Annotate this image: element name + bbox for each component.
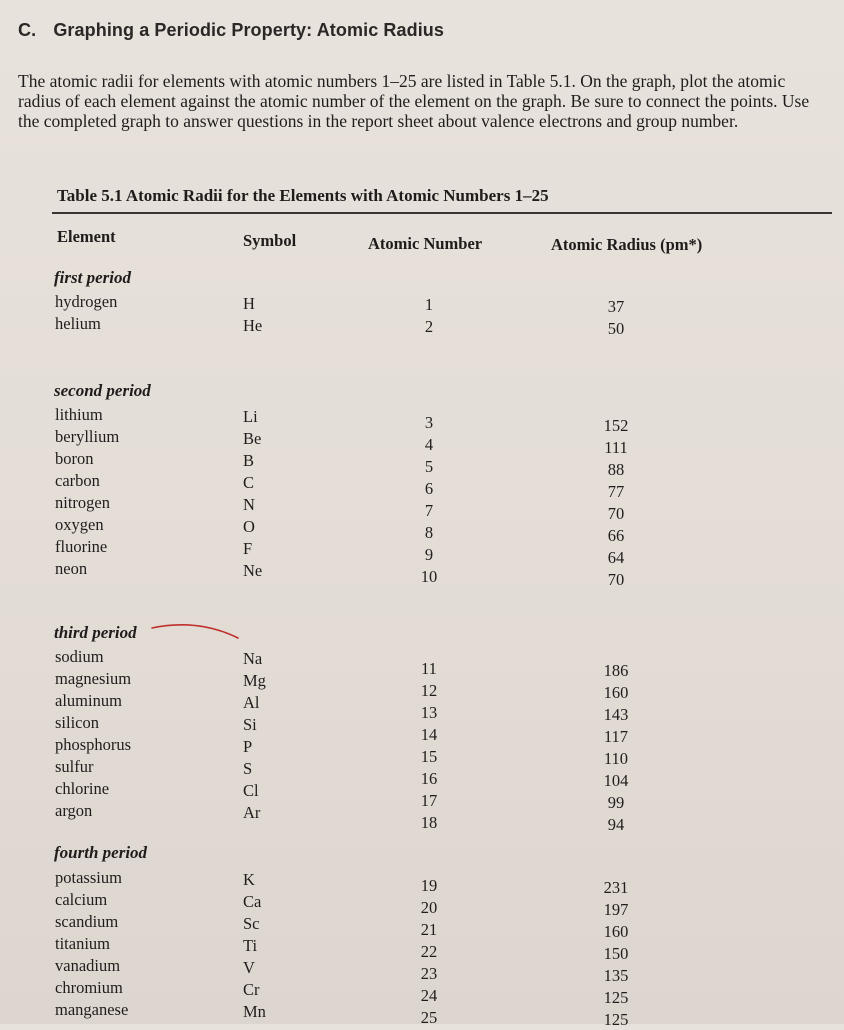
atomic-number: 5 [424,457,434,476]
element-name: magnesium [55,669,132,688]
atomic-number: 2 [424,317,434,336]
element-symbol: Na [243,649,263,668]
section-heading [18,20,444,41]
column-header-element: Element [57,227,116,246]
element-name: aluminum [55,691,122,710]
element-symbol: Si [243,715,257,734]
atomic-number: 13 [420,703,438,722]
intro-paragraph: The atomic radii for elements with atomic numbers 1–25 are listed in Table 5.1. On the graph, plot the atomic radius of each element against the atomic number of the element on the graph. Be sure to connect the points. Use the completed graph to answer questions in the report sheet about valence electrons and group number. [18,71,810,131]
element-symbol: F [243,539,253,558]
atomic-radius: 70 [607,570,625,589]
atomic-number: 11 [421,659,437,678]
atomic-radius: 186 [603,661,629,680]
element-symbol: S [243,759,253,778]
element-symbol: Cr [243,980,260,999]
atomic-number: 1 [424,295,434,314]
element-symbol: Be [243,429,262,448]
element-name: fluorine [55,537,108,556]
atomic-number: 3 [424,413,434,432]
atomic-number: 16 [420,769,438,788]
period-label: third period [54,623,137,642]
atomic-radius: 99 [607,793,625,812]
atomic-number: 12 [420,681,438,700]
atomic-radius: 104 [603,771,629,790]
element-symbol: H [243,294,255,313]
atomic-number: 19 [420,876,438,895]
element-name: scandium [55,912,119,931]
atomic-number: 15 [420,747,438,766]
atomic-number: 4 [424,435,434,454]
atomic-number: 6 [424,479,434,498]
element-name: chlorine [55,779,110,798]
element-name: manganese [55,1000,129,1019]
atomic-number: 7 [424,501,434,520]
atomic-radius: 94 [607,815,625,834]
element-name: silicon [55,713,99,732]
atomic-radius: 64 [607,548,625,567]
atomic-radius: 150 [603,944,629,963]
atomic-radius: 70 [607,504,625,523]
element-name: potassium [55,868,122,887]
element-symbol: Ca [243,892,262,911]
atomic-radius: 37 [607,297,625,316]
section-letter: C. [18,20,37,40]
element-name: hydrogen [55,292,118,311]
element-symbol: V [243,958,255,977]
element-symbol: Ti [243,936,258,955]
atomic-radius: 117 [603,727,629,746]
element-symbol: Ne [243,561,263,580]
atomic-radius: 50 [607,319,625,338]
element-name: lithium [55,405,103,424]
atomic-number: 20 [420,898,438,917]
element-symbol: C [243,473,255,492]
atomic-radius: 125 [603,988,629,1007]
element-name: beryllium [55,427,120,446]
element-name: phosphorus [55,735,132,754]
element-name: sulfur [55,757,94,776]
element-name: carbon [55,471,100,490]
element-symbol: K [243,870,255,889]
atomic-number: 9 [424,545,434,564]
atomic-radius: 125 [603,1010,629,1029]
element-symbol: Cl [243,781,259,800]
element-name: argon [55,801,93,820]
element-symbol: Mg [243,671,266,690]
atomic-radius: 160 [603,922,629,941]
atomic-number: 14 [420,725,438,744]
period-label: fourth period [54,843,148,862]
table-top-rule [52,212,832,214]
element-name: helium [55,314,101,333]
atomic-number: 23 [420,964,438,983]
atomic-radius: 135 [603,966,629,985]
table-title: Table 5.1 Atomic Radii for the Elements with Atomic Numbers 1–25 [57,186,549,205]
atomic-number: 17 [420,791,438,810]
atomic-number: 21 [420,920,438,939]
atomic-radius: 231 [603,878,629,897]
atomic-radius: 110 [603,749,629,768]
atomic-number: 24 [420,986,438,1005]
period-label: second period [54,381,151,400]
atomic-number: 18 [420,813,438,832]
atomic-number: 8 [424,523,434,542]
atomic-radius: 77 [607,482,625,501]
element-symbol: P [243,737,253,756]
element-symbol: Sc [243,914,260,933]
column-header-atomic-radius: Atomic Radius (pm*) [551,235,703,254]
element-symbol: Ar [243,803,261,822]
element-symbol: B [243,451,255,470]
column-header-atomic-number: Atomic Number [368,234,483,253]
element-name: oxygen [55,515,104,534]
atomic-number: 10 [420,567,438,586]
column-header-symbol: Symbol [243,231,297,250]
element-name: titanium [55,934,110,953]
element-name: chromium [55,978,123,997]
element-name: calcium [55,890,108,909]
atomic-radius: 197 [603,900,629,919]
element-name: sodium [55,647,104,666]
section-title: Graphing a Periodic Property: Atomic Radius [53,20,445,40]
element-name: nitrogen [55,493,110,512]
element-name: boron [55,449,94,468]
atomic-radius: 66 [607,526,625,545]
element-symbol: He [243,316,263,335]
atomic-radius: 160 [603,683,629,702]
element-name: vanadium [55,956,121,975]
element-name: neon [55,559,88,578]
atomic-number: 22 [420,942,438,961]
element-symbol: O [243,517,255,536]
element-symbol: N [243,495,255,514]
element-symbol: Li [243,407,258,426]
period-label: first period [54,268,131,287]
atomic-radius: 143 [603,705,629,724]
atomic-radius: 152 [603,416,629,435]
atomic-radius: 88 [607,460,625,479]
atomic-radius: 111 [604,438,628,457]
red-pen-stroke [150,622,240,642]
element-symbol: Mn [243,1002,266,1021]
atomic-number: 25 [420,1008,438,1027]
element-symbol: Al [243,693,260,712]
